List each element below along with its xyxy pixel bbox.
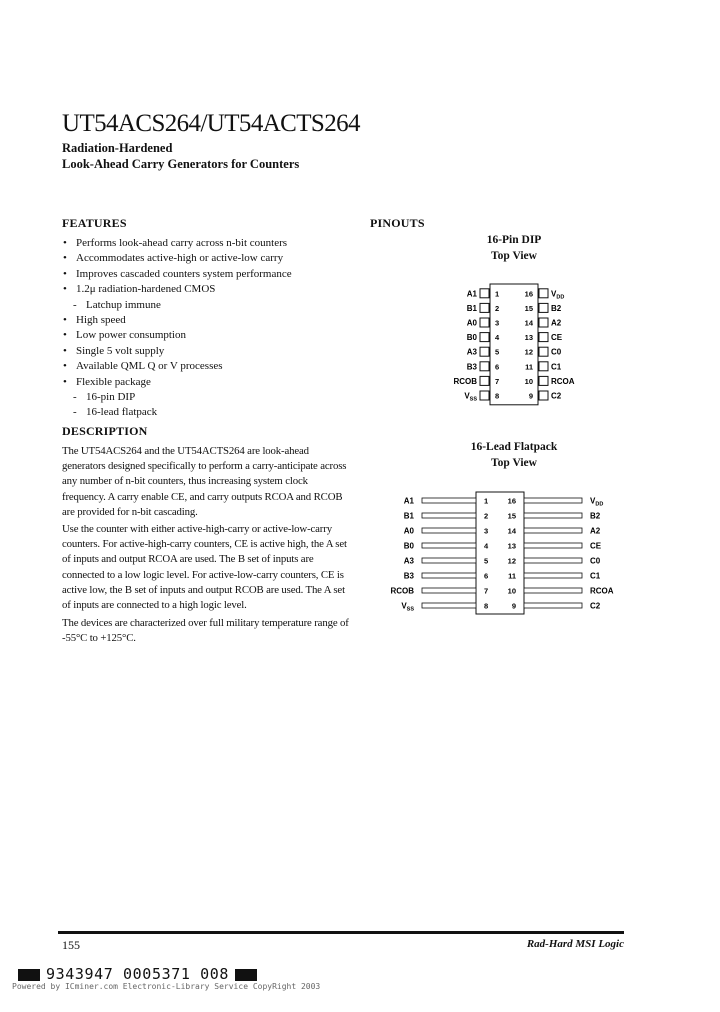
barcode	[12, 965, 263, 983]
feature-item: • High speed	[62, 313, 352, 328]
pin-pad	[539, 362, 548, 371]
pin-lead	[422, 513, 476, 518]
pin-pad	[539, 333, 548, 342]
pin-number: 16	[524, 289, 533, 299]
flatpack-title: 16-Lead Flatpack	[470, 441, 558, 453]
pin-number: 2	[495, 303, 500, 313]
pin-name: A0	[466, 318, 477, 328]
pin-number: 1	[484, 496, 489, 506]
pin-lead	[422, 588, 476, 593]
pin-number: 1	[495, 289, 500, 299]
pin-number: 12	[507, 556, 516, 566]
pin-name: C2	[590, 601, 601, 611]
pin-name: B2	[590, 511, 601, 521]
pin-lead	[422, 528, 476, 533]
dip-title: 16-Pin DIP	[486, 234, 542, 246]
pin-number: 11	[508, 571, 516, 581]
pin-lead	[524, 513, 582, 518]
pin-number: 16	[507, 496, 516, 506]
flatpack-caption	[444, 439, 584, 471]
pin-name: B1	[403, 511, 414, 521]
pin-name: RCOA	[551, 376, 575, 386]
pin-number: 7	[484, 586, 489, 596]
pin-pad	[539, 318, 548, 327]
document-subtitle	[62, 140, 299, 172]
pin-pad	[480, 333, 489, 342]
pin-name: A2	[590, 526, 601, 536]
pin-lead	[524, 528, 582, 533]
pin-pad	[539, 391, 548, 400]
pin-lead	[524, 573, 582, 578]
pin-name: $V_{DD}$	[551, 289, 565, 301]
pin-pad	[480, 318, 489, 327]
pin-name: B3	[403, 571, 414, 581]
pin-number: 12	[524, 347, 533, 357]
dip-pinout-diagram	[430, 280, 600, 408]
pin-name: $V_{DD}$	[590, 496, 604, 508]
pin-name: A2	[551, 318, 562, 328]
features-heading: FEATURES	[62, 216, 127, 230]
pin-name: CE	[551, 333, 563, 343]
pin-name: $V_{SS}$	[401, 601, 414, 613]
pin-name: A3	[466, 347, 477, 357]
feature-item: • Available QML Q or V processes	[62, 359, 352, 374]
pin-name: C1	[551, 362, 562, 372]
description-paragraph-2: Use the counter with either active-high-carry or active-low-carry counters. For active-high-carry counters, CE is active high, the A set of inputs and output RCOA are used. The B set of inputs are connected to a low logic level. For active-low-carry counters, CE is active low, the B set of inputs and output RCOB are used. The A set of inputs are connected to a high logic level.	[62, 523, 347, 612]
pinouts-heading: PINOUTS	[370, 216, 425, 230]
pin-name: A3	[403, 556, 414, 566]
pin-number: 8	[484, 601, 489, 611]
feature-item: • Single 5 volt supply	[62, 344, 352, 359]
pin-number: 15	[524, 303, 533, 313]
pin-name: A1	[466, 289, 477, 299]
pin-number: 13	[507, 541, 516, 551]
pin-lead	[524, 498, 582, 503]
pin-name: B0	[466, 333, 477, 343]
pin-lead	[422, 558, 476, 563]
footer-rule	[58, 931, 624, 934]
flatpack-view: Top View	[491, 457, 537, 469]
pin-lead	[524, 588, 582, 593]
pin-name: A0	[403, 526, 414, 536]
subtitle-line-1: Radiation-Hardened	[62, 141, 173, 155]
pin-pad	[539, 347, 548, 356]
pin-lead	[524, 558, 582, 563]
pin-lead	[524, 543, 582, 548]
pin-number: 10	[524, 376, 533, 386]
features-list	[62, 236, 352, 421]
pin-name: B0	[403, 541, 414, 551]
pin-name: $V_{SS}$	[464, 391, 477, 403]
pin-name: RCOB	[390, 586, 414, 596]
feature-item: • Improves cascaded counters system performance	[62, 267, 352, 282]
pin-number: 8	[495, 391, 500, 401]
feature-sub-item: - 16-pin DIP	[62, 390, 352, 405]
pin-number: 3	[484, 526, 489, 536]
description-paragraph-1: The UT54ACS264 and the UT54ACTS264 are look-ahead generators designed specifically to perform a carry-anticipate across any number of n-bit counters, thus increasing system clock frequency. A carry enable CE, and carry outputs RCOA and RCOB are provided for n-bit cascading.	[62, 445, 347, 518]
watermark: Powered by ICminer.com Electronic-Library Service CopyRight 2003	[12, 982, 321, 991]
subtitle-line-2: Look-Ahead Carry Generators for Counters	[62, 157, 300, 171]
feature-sub-item: - Latchup immune	[62, 298, 352, 313]
pin-name: B1	[466, 303, 477, 313]
barcode-block-left	[18, 969, 40, 981]
pin-number: 4	[484, 541, 489, 551]
pin-pad	[539, 289, 548, 298]
pin-number: 5	[484, 556, 489, 566]
description-paragraph-3: The devices are characterized over full military temperature range of -55°C to +125°C.	[62, 617, 349, 645]
pin-number: 3	[495, 318, 500, 328]
pin-number: 6	[495, 362, 500, 372]
pin-number: 15	[507, 511, 516, 521]
dip-caption	[444, 232, 584, 264]
pin-number: 9	[511, 601, 516, 611]
pin-lead	[422, 498, 476, 503]
feature-item: • Low power consumption	[62, 328, 352, 343]
pin-name: B3	[466, 362, 477, 372]
pin-number: 10	[507, 586, 516, 596]
pin-lead	[422, 543, 476, 548]
pin-number: 9	[528, 391, 533, 401]
pin-pad	[480, 362, 489, 371]
pin-number: 11	[525, 362, 533, 372]
dip-view: Top View	[491, 250, 537, 262]
pin-lead	[524, 603, 582, 608]
pin-name: C2	[551, 391, 562, 401]
document-title: UT54ACS264/UT54ACTS264	[62, 110, 360, 137]
pin-number: 7	[495, 376, 500, 386]
flatpack-body	[476, 492, 524, 614]
pin-number: 5	[495, 347, 500, 357]
footer-section-label: Rad-Hard MSI Logic	[526, 938, 624, 950]
pin-pad	[480, 303, 489, 312]
pin-pad	[480, 376, 489, 385]
pin-pad	[480, 391, 489, 400]
pin-number: 14	[524, 318, 533, 328]
pin-lead	[422, 573, 476, 578]
pin-name: C0	[551, 347, 562, 357]
pin-name: CE	[590, 541, 602, 551]
dip-body	[490, 284, 538, 405]
pin-number: 13	[524, 333, 533, 343]
pin-number: 14	[507, 526, 516, 536]
page-number: 155	[62, 938, 80, 952]
pin-lead	[422, 603, 476, 608]
description-heading: DESCRIPTION	[62, 424, 148, 438]
pin-number: 2	[484, 511, 489, 521]
barcode-block-right	[235, 969, 257, 981]
pin-name: C1	[590, 571, 601, 581]
pin-number: 4	[495, 333, 500, 343]
pin-name: RCOB	[453, 376, 477, 386]
pin-name: B2	[551, 303, 562, 313]
feature-item: • Performs look-ahead carry across n-bit counters	[62, 236, 352, 251]
pin-name: RCOA	[590, 586, 614, 596]
pin-name: C0	[590, 556, 601, 566]
feature-sub-item: - 16-lead flatpack	[62, 405, 352, 420]
barcode-text: 9343947 0005371 008	[46, 965, 229, 983]
pin-name: A1	[403, 496, 414, 506]
pin-number: 6	[484, 571, 489, 581]
pin-pad	[480, 289, 489, 298]
pin-pad	[480, 347, 489, 356]
flatpack-pinout-diagram	[380, 488, 630, 616]
feature-item: • Flexible package	[62, 375, 352, 390]
pin-pad	[539, 376, 548, 385]
feature-item: • Accommodates active-high or active-low carry	[62, 251, 352, 266]
feature-item: • 1.2μ radiation-hardened CMOS	[62, 282, 352, 297]
pin-pad	[539, 303, 548, 312]
